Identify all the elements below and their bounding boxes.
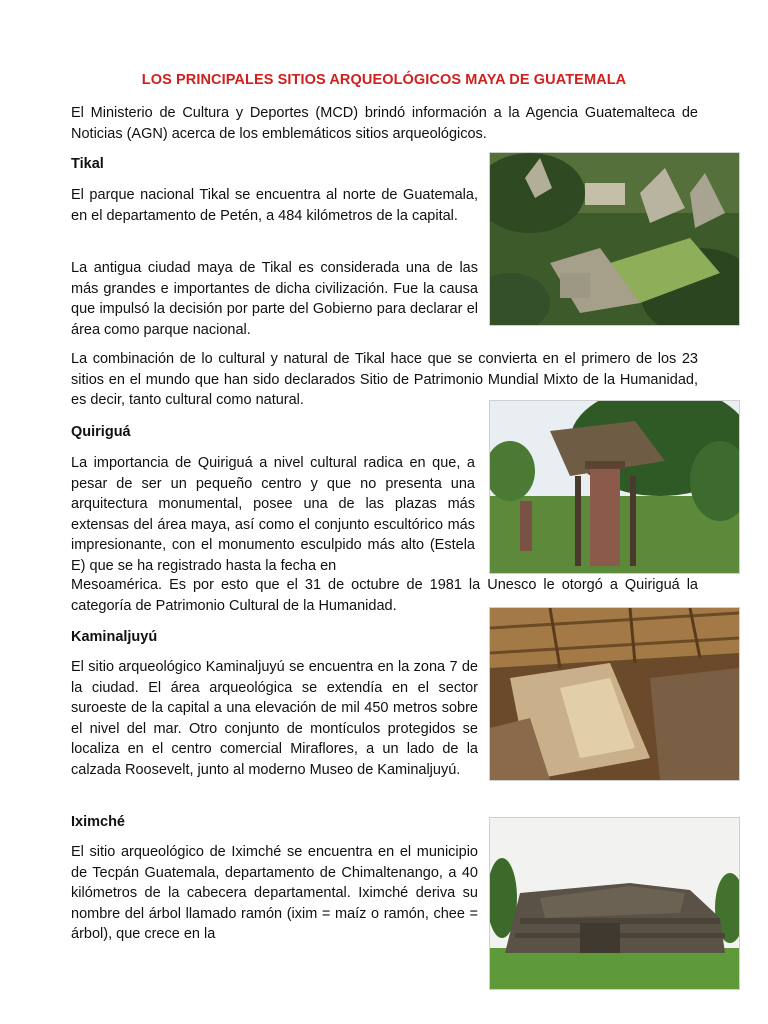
kaminaljuyu-photo bbox=[489, 607, 740, 781]
tikal-paragraph-2: La antigua ciudad maya de Tikal es considerada una de las más grandes e importantes de dicha civilización. Fue la causa que impulsó la decisión por parte del Gobierno para declarar el área como parque nacional. bbox=[71, 260, 478, 338]
document-title: LOS PRINCIPALES SITIOS ARQUEOLÓGICOS MAYA DE GUATEMALA bbox=[141, 72, 627, 88]
kaminaljuyu-heading: Kaminaljuyú bbox=[71, 629, 158, 645]
tikal-photo bbox=[489, 152, 740, 326]
iximche-heading: Iximché bbox=[71, 814, 125, 830]
kaminaljuyu-paragraph-1: El sitio arqueológico Kaminaljuyú se encuentra en la zona 7 de la ciudad. El área arqueológica se extendía en el sector suroeste de la capital a una elevación de mil 450 metros sobre el nivel del mar. Otro conjunto de montículos protegidos se localiza en el centro comercial Miraflores, a un lado de la calzada Roosevelt, junto al moderno Museo de Kaminaljuyú. bbox=[71, 659, 478, 778]
tikal-paragraph-3: La combinación de lo cultural y natural de Tikal hace que se convierta en el primero de los 23 sitios en el mundo que han sido declarados Sitio de Patrimonio Mundial Mixto de la Humanidad, es decir, tanto cultural como natural. bbox=[71, 351, 698, 409]
quirigua-heading: Quiriguá bbox=[71, 424, 131, 440]
tikal-paragraph-1: El parque nacional Tikal se encuentra al norte de Guatemala, en el departamento de Petén, a 484 kilómetros de la capital. bbox=[71, 187, 478, 224]
quirigua-paragraph-1: La importancia de Quiriguá a nivel cultural radica en que, a pesar de ser un pequeño centro y que no presenta una arquitectura monumental, posee una de las plazas más extensas del área maya, así como el conjunto escultórico más impresionante, con el monumento esculpido más alto (Estela E) que se ha registrado hasta la fecha en bbox=[71, 455, 475, 574]
iximche-paragraph-1: El sitio arqueológico de Iximché se encuentra en el municipio de Tecpán Guatemala, departamento de Chimaltenango, a 40 kilómetros de la cabecera departamental. Iximché deriva su nombre del árbol llamado ramón (ixim = maíz o ramón, chee = árbol), que crece en la bbox=[71, 844, 478, 943]
quirigua-photo bbox=[489, 400, 740, 574]
iximche-photo bbox=[489, 817, 740, 990]
tikal-heading: Tikal bbox=[71, 156, 104, 172]
intro-paragraph: El Ministerio de Cultura y Deportes (MCD) brindó información a la Agencia Guatemalteca de Noticias (AGN) acerca de los emblemáticos sitios arqueológicos. bbox=[71, 105, 698, 142]
quirigua-paragraph-1-end: Mesoamérica. Es por esto que el 31 de octubre de 1981 la Unesco le otorgó a Quiriguá la categoría de Patrimonio Cultural de la Humanidad. bbox=[71, 577, 698, 614]
